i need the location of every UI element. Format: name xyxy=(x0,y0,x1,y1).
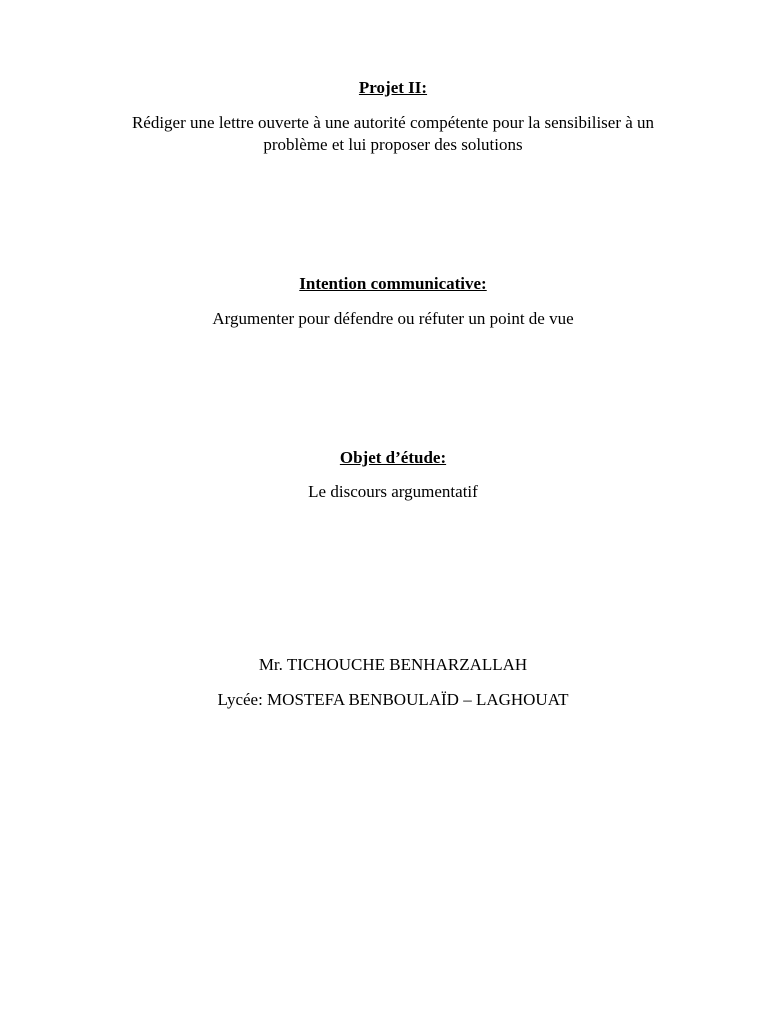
projet-heading: Projet II: xyxy=(358,78,428,97)
author-school: Lycée: MOSTEFA BENBOULAÏD – LAGHOUAT xyxy=(217,690,569,709)
objet-description: Le discours argumentatif xyxy=(308,482,478,501)
author-name: Mr. TICHOUCHE BENHARZALLAH xyxy=(258,655,528,674)
intention-description: Argumenter pour défendre ou réfuter un point de vue xyxy=(212,309,574,328)
projet-description: Rédiger une lettre ouverte à une autorité compétente pour la sensibiliser à un problème et lui proposer des solutions xyxy=(131,113,655,154)
intention-heading: Intention communicative: xyxy=(299,274,487,293)
objet-heading: Objet d’étude: xyxy=(339,448,447,467)
